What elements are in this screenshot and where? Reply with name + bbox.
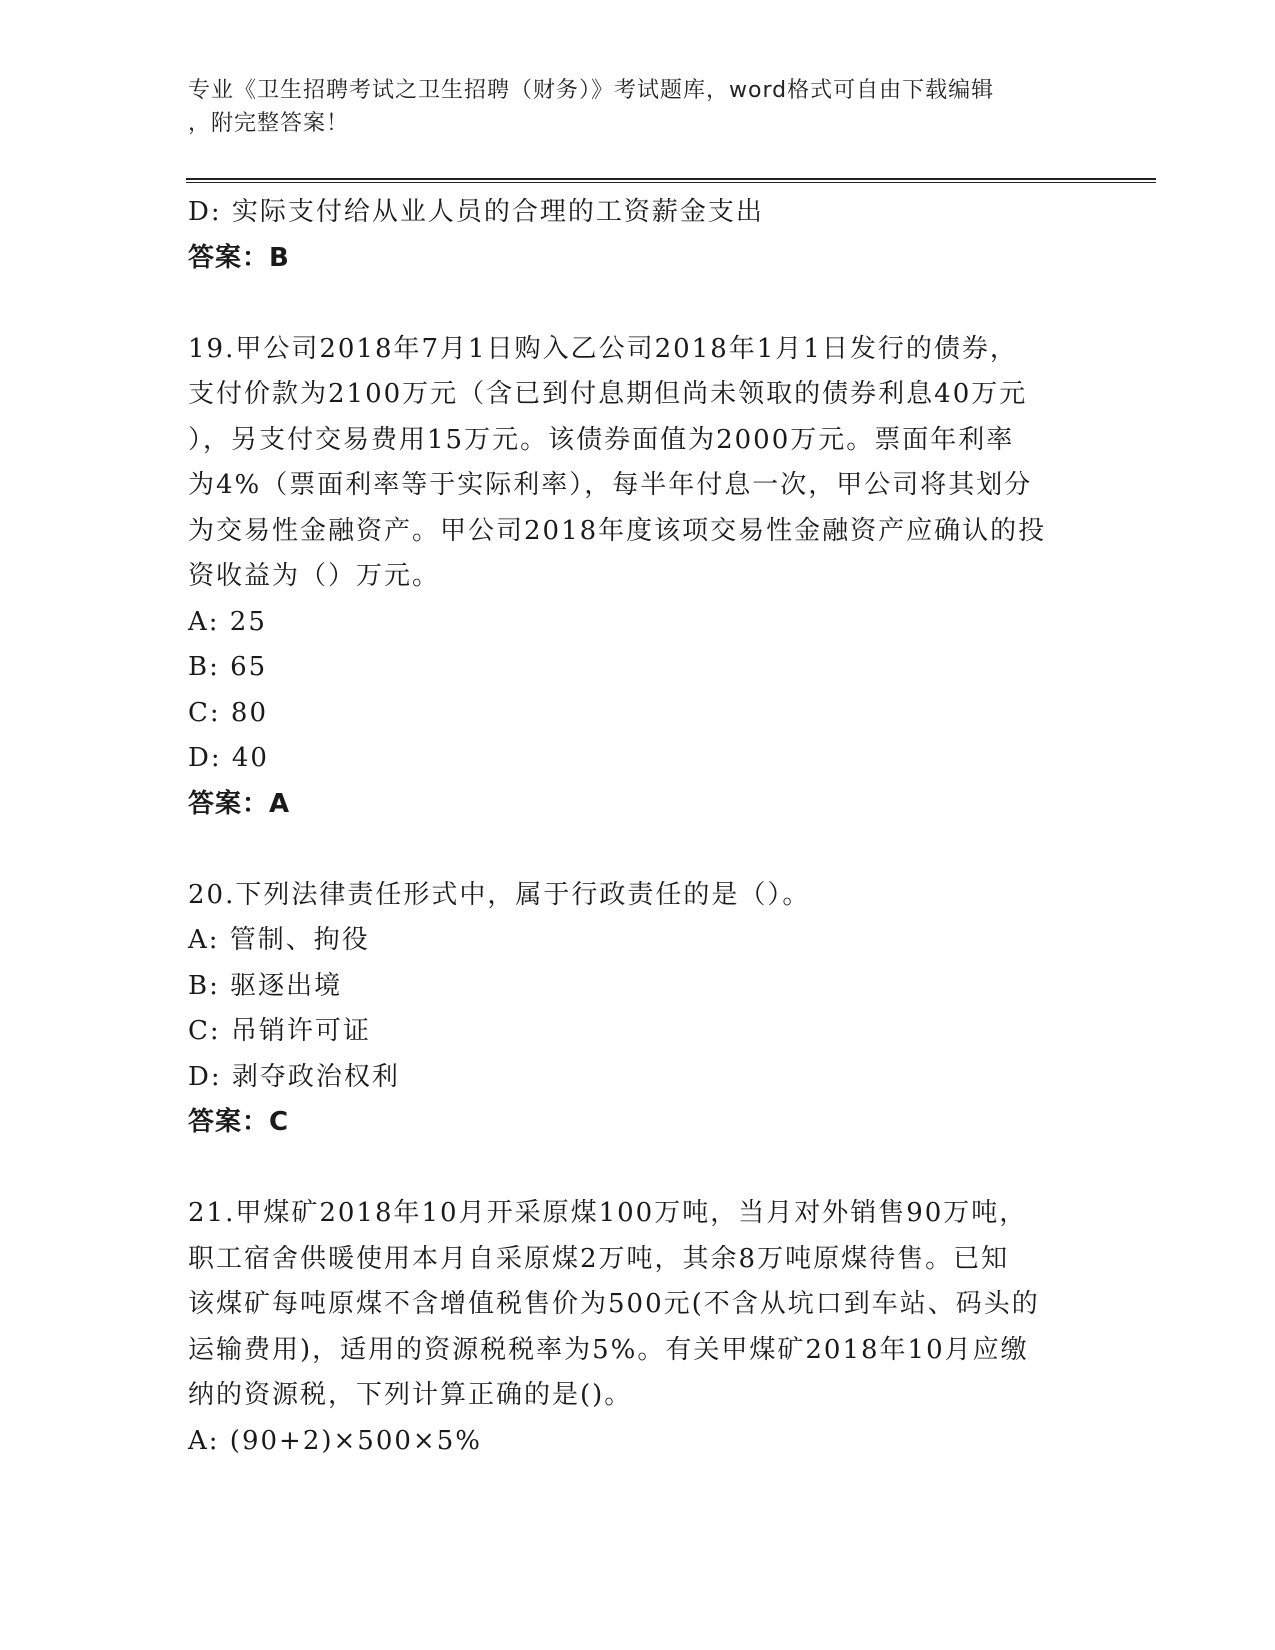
- question-19: [188, 327, 1088, 828]
- option-a: A: 管制、拘役: [188, 925, 370, 955]
- option-a: A: (90+2)×500×5%: [188, 1425, 482, 1456]
- spacer: [188, 1146, 1088, 1192]
- option-b: B: 65: [188, 652, 268, 682]
- question-text-line: 21.甲煤矿2018年10月开采原煤100万吨，当月对外销售90万吨，: [188, 1198, 1028, 1228]
- question-text-line: 运输费用)，适用的资源税税率为5%。有关甲煤矿2018年10月应缴: [188, 1334, 1029, 1365]
- question-20: [188, 873, 1088, 1146]
- answer-label: 答案：C: [188, 1107, 290, 1137]
- question-21: [188, 1191, 1088, 1464]
- spacer: [188, 827, 1088, 873]
- header-title-line-1: 专业《卫生招聘考试之卫生招聘（财务）》考试题库，word格式可自由下载编辑: [188, 78, 995, 103]
- question-text-line: 资收益为（）万元。: [188, 561, 441, 591]
- header-title-line-2: ，附完整答案！: [188, 111, 350, 136]
- option-c: C: 80: [188, 697, 269, 728]
- question-text-line: 该煤矿每吨原煤不含增值税售价为500元(不含从坑口到车站、码头的: [188, 1289, 1040, 1319]
- option-b: B: 驱逐出境: [188, 970, 343, 1001]
- question-text-line: 19.甲公司2018年7月1日购入乙公司2018年1月1日发行的债券，: [188, 333, 1018, 364]
- option-c: C: 吊销许可证: [188, 1016, 371, 1046]
- option-d: D: 40: [188, 743, 269, 773]
- question-text-line: 支付价款为2100万元（含已到付息期但尚未领取的债券利息40万元: [188, 379, 1028, 409]
- spacer: [188, 281, 1088, 327]
- page-header: [188, 74, 1068, 140]
- question-text-line: 纳的资源税，下列计算正确的是()。: [188, 1380, 633, 1410]
- question-text-line: 20.下列法律责任形式中，属于行政责任的是（）。: [188, 879, 811, 910]
- option-a: A: 25: [188, 606, 267, 637]
- question-text-line: 为交易性金融资产。甲公司2018年度该项交易性金融资产应确认的投: [188, 515, 1047, 546]
- answer-label: 答案：B: [188, 242, 290, 273]
- question-18-tail: [188, 190, 1088, 281]
- answer-label: 答案：A: [188, 788, 291, 819]
- header-divider: [186, 178, 1156, 183]
- question-text-line: 职工宿舍供暖使用本月自采原煤2万吨，其余8万吨原煤待售。已知: [188, 1243, 1010, 1274]
- option-d: D: 实际支付给从业人员的合理的工资薪金支出: [188, 197, 764, 227]
- question-text-line: ），另支付交易费用15万元。该债券面值为2000万元。票面年利率: [188, 424, 1015, 455]
- document-body: [188, 190, 1088, 1464]
- option-d: D: 剥夺政治权利: [188, 1061, 400, 1092]
- question-text-line: 为4%（票面利率等于实际利率），每半年付息一次，甲公司将其划分: [188, 470, 1033, 500]
